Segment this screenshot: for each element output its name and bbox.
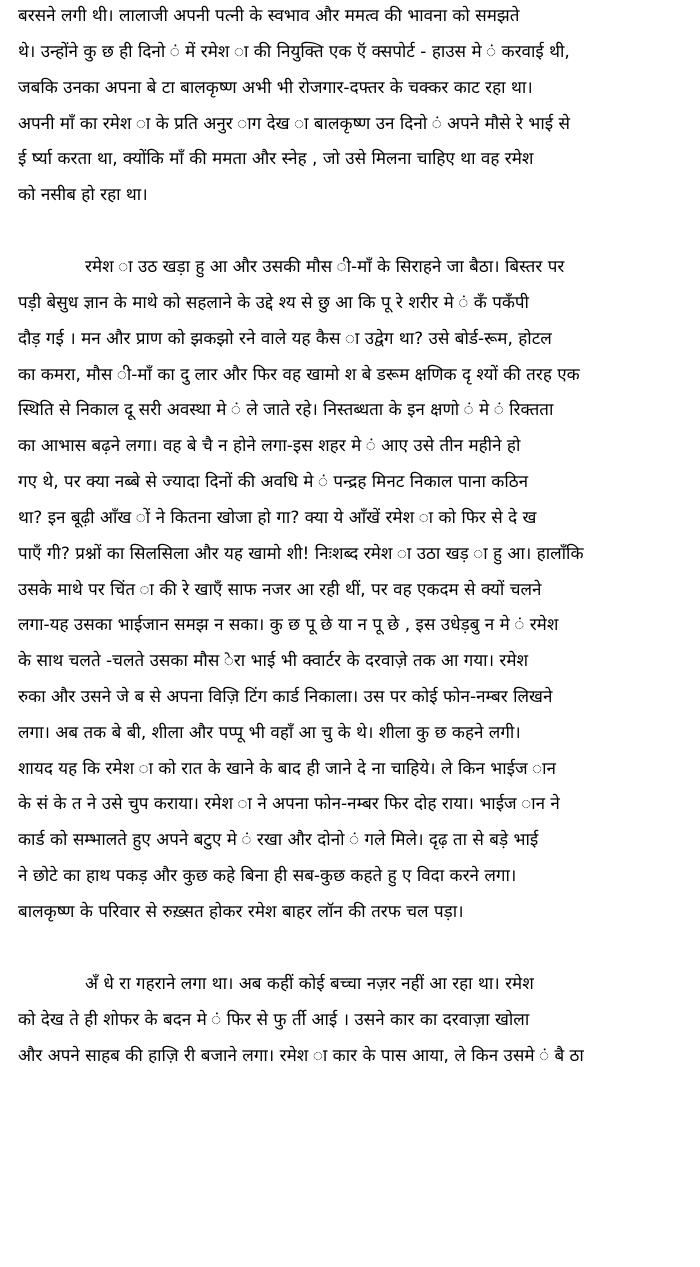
text-line: का आभास बढ़ने लगा। वह बे चै न होने लगा-इस शहर मे ं आए उसे तीन महीने हो	[18, 436, 521, 456]
text-line: बरसने लगी थी। लालाजी अपनी पत्नी के स्वभाव और ममत्व की भावना को समझते	[18, 6, 520, 26]
text-line: का कमरा, मौस ी-माँ का दु लार और फिर वह खामो श बे डरूम क्षणिक दृ श्यों की तरह एक	[18, 365, 580, 385]
text-line: के साथ चलते -चलते उसका मौस ेरा भाई भी क्वार्टर के दरवाज़े तक आ गया। रमेश	[18, 651, 529, 671]
text-line: लगा-यह उसका भाईजान समझ न सका। कु छ पू छे या न पू छे , इस उधेड़बु न मे ं रमेश	[18, 615, 559, 635]
text-line: को नसीब हो रहा था।	[18, 185, 148, 205]
text-line: दौड़ गई । मन और प्राण को झकझो रने वाले यह कैस ा उद्वेग था? उसे बोर्ड-रूम, होटल	[18, 329, 552, 349]
text-line: के सं के त ने उसे चुप कराया। रमेश ा ने अपना फोन-नम्बर फिर दोह राया। भाईज ान ने	[18, 794, 560, 814]
text-line: था? इन बूढ़ी आँख ों ने कितना खोजा हो गा? क्या ये आँखें रमेश ा को फिर से दे ख	[18, 508, 537, 528]
text-line: लगा। अब तक बे बी, शीला और पप्पू भी वहाँ आ चु के थे। शीला कु छ कहने लगी।	[18, 723, 521, 743]
text-line: गए थे, पर क्या नब्बे से ज्यादा दिनों की अवधि मे ं पन्द्रह मिनट निकाल पाना कठिन	[18, 472, 529, 492]
text-line: रमेश ा उठ खड़ा हु आ और उसकी मौस ी-माँ के सिराहने जा बैठा। बिस्तर पर	[85, 257, 565, 277]
text-line: कार्ड को सम्भालते हुए अपने बटुए मे ं रखा और दोनो ं गले मिले। दृढ़ ता से बड़े भाई	[18, 830, 539, 850]
text-line: ने छोटे का हाथ पकड़ और कुछ कहे बिना ही सब-कुछ कहते हु ए विदा करने लगा।	[18, 866, 517, 886]
text-line: शायद यह कि रमेश ा को रात के खाने के बाद ही जाने दे ना चाहिये। ले किन भाईज ान	[18, 759, 556, 779]
text-line: और अपने साहब की हाज़ि री बजाने लगा। रमेश ा कार के पास आया, ले किन उसमे ं बै ठा	[18, 1046, 584, 1066]
text-line: अपनी माँ का रमेश ा के प्रति अनुर ाग देख ा बालकृष्ण उन दिनो ं अपने मौसे रे भाई से	[18, 114, 570, 134]
text-line: स्थिति से निकाल दू सरी अवस्था मे ं ले जाते रहे। निस्तब्धता के इन क्षणो ं मे ं रिक्तता	[18, 400, 554, 420]
text-line: थे। उन्होंने कु छ ही दिनो ं में रमेश ा की नियुक्ति एक ऍ क्सपोर्ट - हाउस मे ं करवाई थी,	[18, 42, 570, 62]
text-line: अँ धे रा गहराने लगा था। अब कहीं कोई बच्चा नज़र नहीं आ रहा था। रमेश	[85, 974, 534, 994]
text-line: ई र्ष्या करता था, क्योंकि माँ की ममता और स्नेह , जो उसे मिलना चाहिए था वह रमेश	[18, 149, 534, 169]
text-line: पाएँ गी? प्रश्नों का सिलसिला और यह खामो शी! निःशब्द रमेश ा उठा खड़ ा हु आ। हालाँकि	[18, 544, 584, 564]
text-line: को देख ते ही शोफर के बदन मे ं फिर से फु र्ती आई । उसने कार का दरवाज़ा खोला	[18, 1010, 530, 1030]
text-line: रुका और उसने जे ब से अपना विज़ि टिंग कार्ड निकाला। उस पर कोई फोन-नम्बर लिखने	[18, 687, 553, 707]
text-line: उसके माथे पर चिंत ा की रे खाएँ साफ नजर आ रही थीं, पर वह एकदम से क्यों चलने	[18, 580, 542, 600]
text-line: जबकि उनका अपना बे टा बालकृष्ण अभी भी रोजगार-दफ्तर के चक्कर काट रहा था।	[18, 78, 533, 98]
text-line: बालकृष्ण के परिवार से रुख़्सत होकर रमेश बाहर लॉन की तरफ चल पड़ा।	[18, 902, 464, 922]
text-line: पड़ी बेसुध ज्ञान के माथे को सहलाने के उद्दे श्य से छु आ कि पू रे शरीर मे ं कँ पकँपी	[18, 293, 529, 313]
